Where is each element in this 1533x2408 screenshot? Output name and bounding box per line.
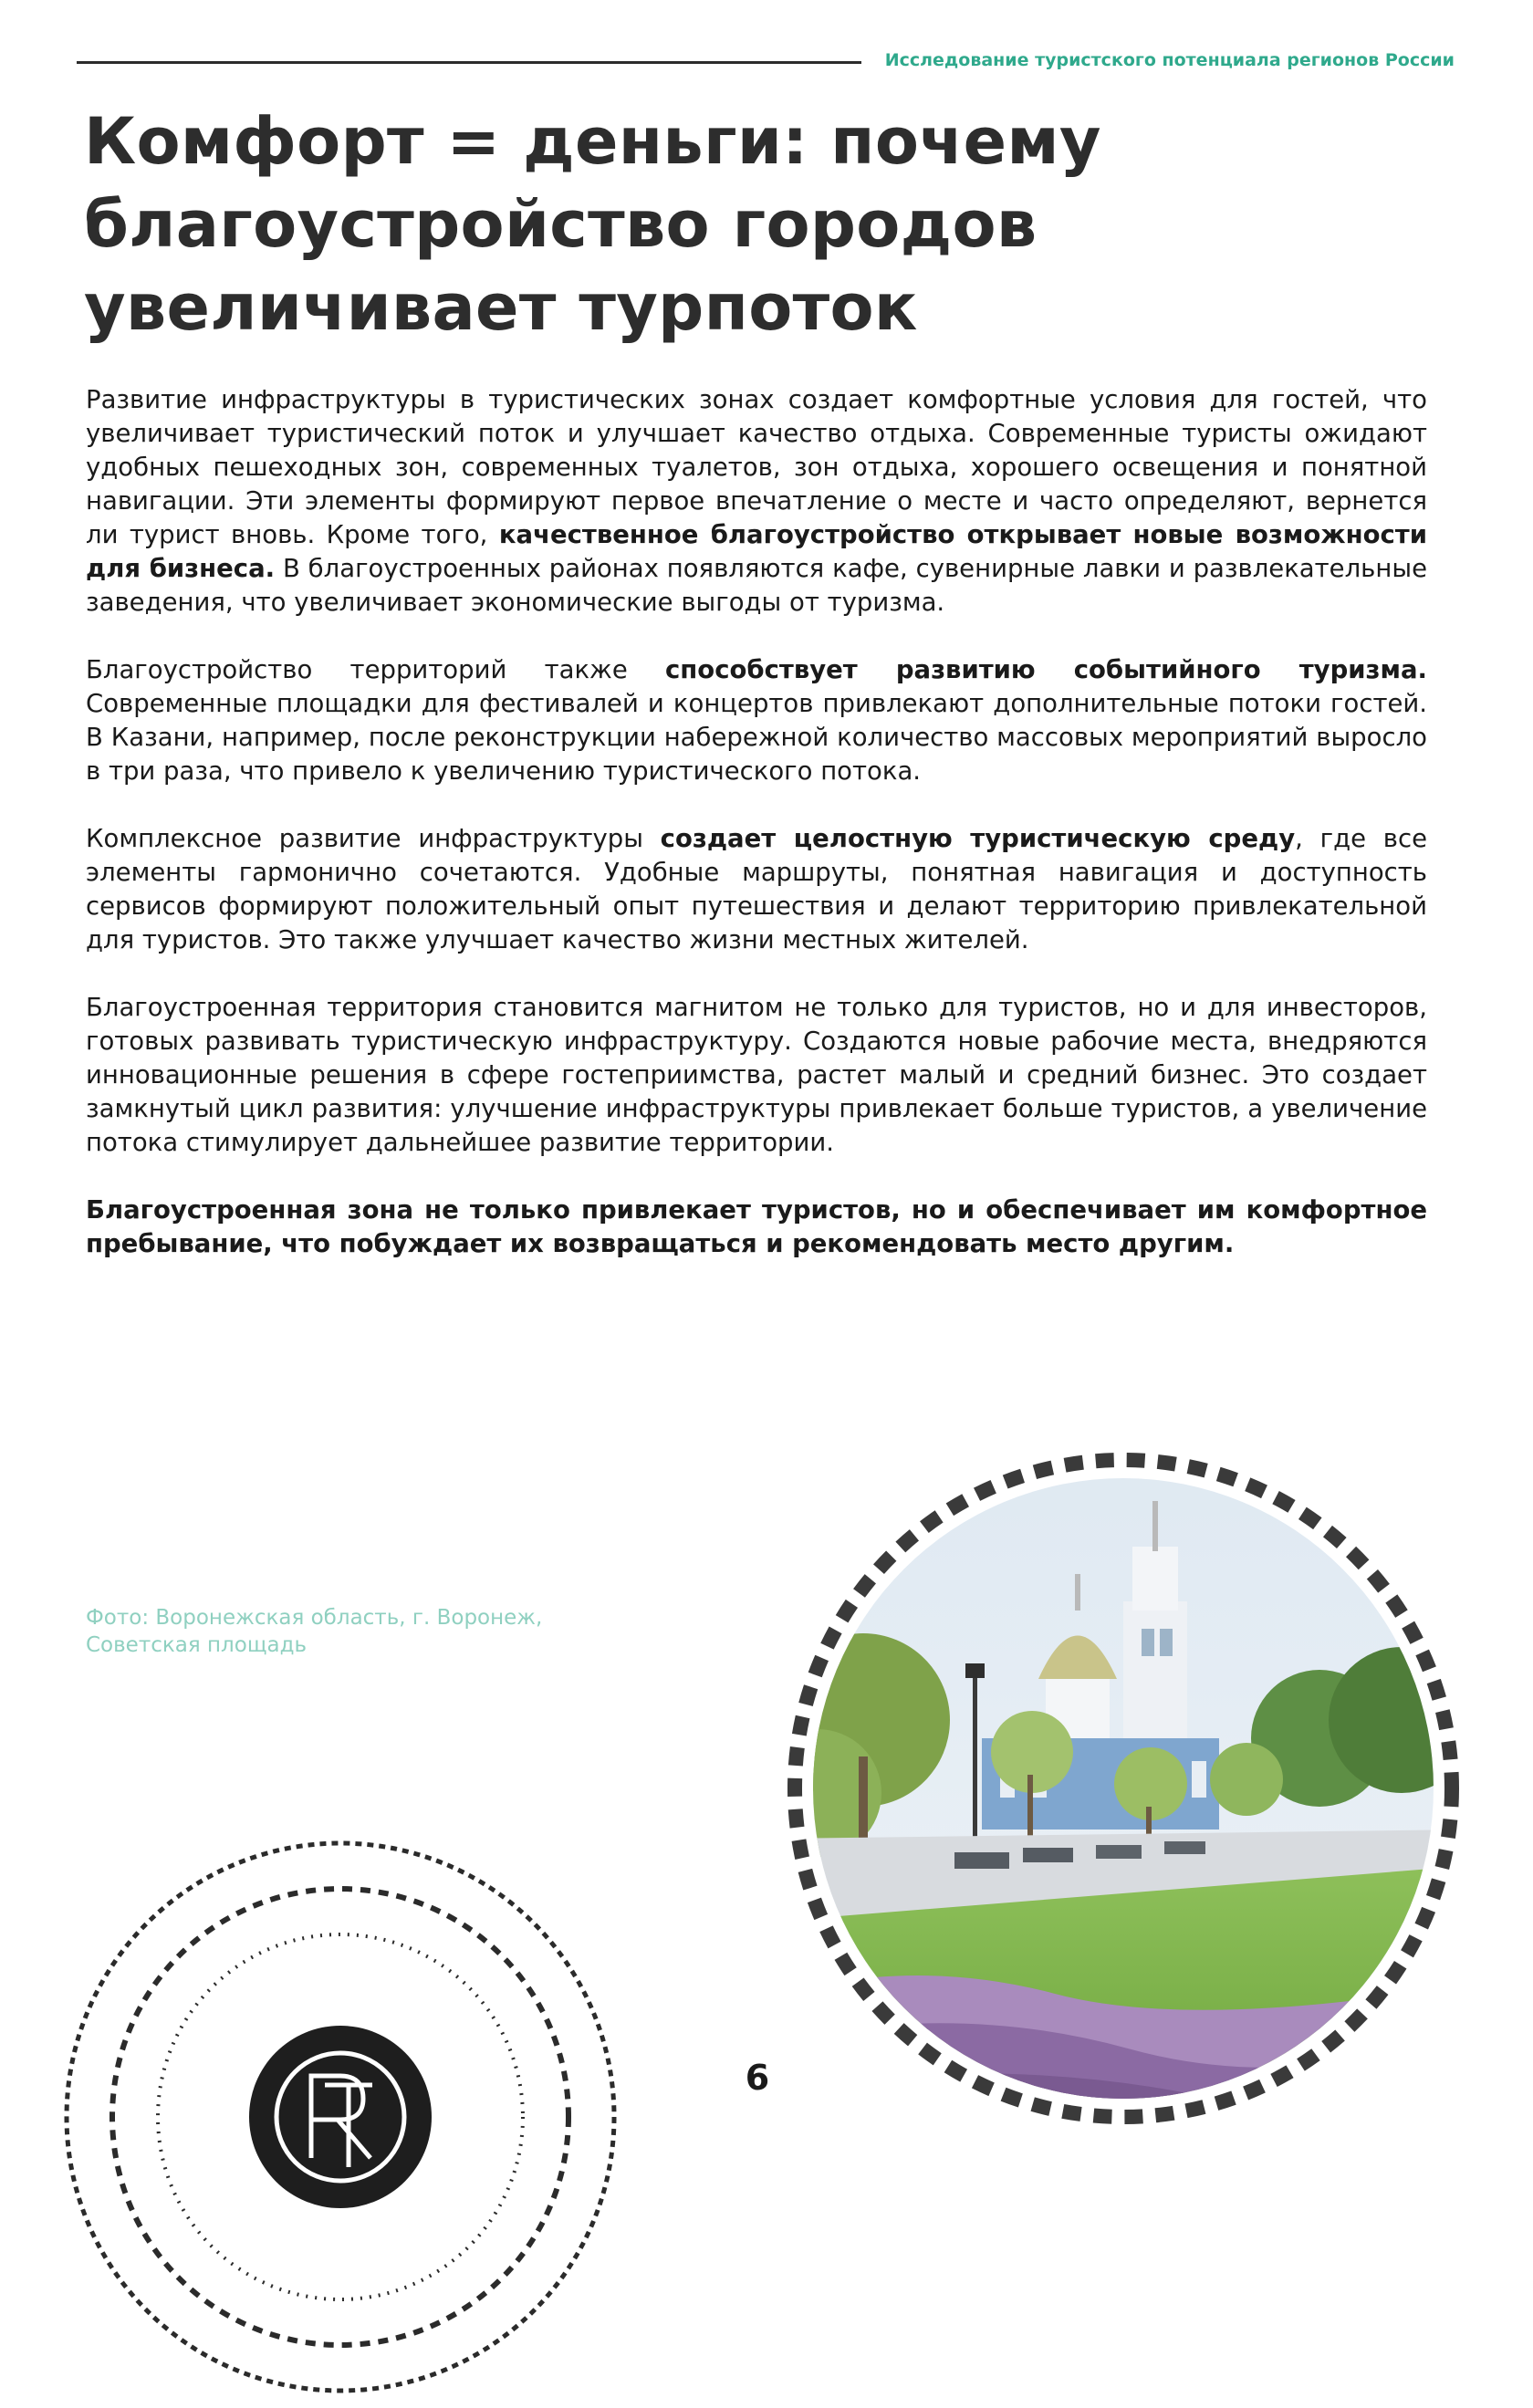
logo-area (53, 1829, 628, 2404)
paragraph-1 (86, 383, 1427, 620)
paragraph-5-conclusion: Благоустроенная зона не только привлекает туристов, но и обеспечивает им комфортное пребывание, что побуждает их возвращаться и рекомендовать место другим. (86, 1195, 1427, 1258)
photo-caption: Фото: Воронежская область, г. Воронеж, Советская площадь (86, 1606, 543, 1657)
rt-logo-icon (53, 1829, 628, 2404)
paragraph-3-text-a: Комплексное развитие инфраструктуры (86, 824, 661, 853)
paragraph-2-bold: способствует развитию событийного туризма. (665, 655, 1427, 684)
paragraph-2-text-a: Благоустройство территорий также (86, 655, 665, 684)
paragraph-1-bold: качественное благоустройство открывает новые возможности для бизнеса. (86, 520, 1428, 583)
paragraph-1-text-a: Развитие инфраструктуры в туристических зонах создает комфортные условия для гостей, что увеличивает туристический поток и улучшает качество отдыха. Современные туристы ожидают удобных пешеходных зон, современных туалетов, зон отдыха, хорошего освещения и понятной навигации. Эти элементы формируют первое впечатление о месте и часто определяют, вернется ли турист вновь. Кроме того, (86, 385, 1427, 549)
header-title: Исследование туристского потенциала регионов России (884, 50, 1455, 70)
paragraph-4: Благоустроенная территория становится магнитом не только для туристов, но и для инвесторов, готовых развивать туристическую инфраструктуру. Создаются новые рабочие места, внедряются инновационные решения в сфере гостеприимства, растет малый и средний бизнес. Это создает замкнутый цикл развития: улучшение инфраструктуры привлекает больше туристов, а увеличение потока стимулирует дальнейшее развитие территории. (86, 993, 1427, 1157)
paragraph-3-bold: создает целостную туристическую среду (660, 824, 1296, 853)
page-title: Комфорт = деньги: почему благоустройство городов увеличивает турпоток (84, 104, 1101, 345)
paragraph-3 (86, 822, 1427, 957)
paragraph-2 (86, 653, 1427, 788)
paragraph-3-text-c: , где все элементы гармонично сочетаются. Удобные маршруты, понятная навигация и доступность сервисов формируют положительный опыт путешествия и делают территорию привлекательной для туристов. Это также улучшает качество жизни местных жителей. (86, 824, 1427, 954)
photo-illustration (781, 1446, 1465, 2131)
article-body (86, 383, 1427, 1295)
paragraph-1-text-c: В благоустроенных районах появляются кафе, сувенирные лавки и развлекательные заведения, что увеличивает экономические выгоды от туризма. (86, 554, 1427, 617)
paragraph-2-text-c: Современные площадки для фестивалей и концертов привлекают дополнительные потоки гостей. В Казани, например, после реконструкции набережной количество массовых мероприятий выросло в три раза, что привело к увеличению туристического потока. (86, 689, 1427, 786)
header-rule (77, 61, 861, 64)
lamp-post (973, 1674, 977, 1857)
page-number: 6 (745, 2058, 770, 2098)
photo-circle (781, 1446, 1465, 2131)
